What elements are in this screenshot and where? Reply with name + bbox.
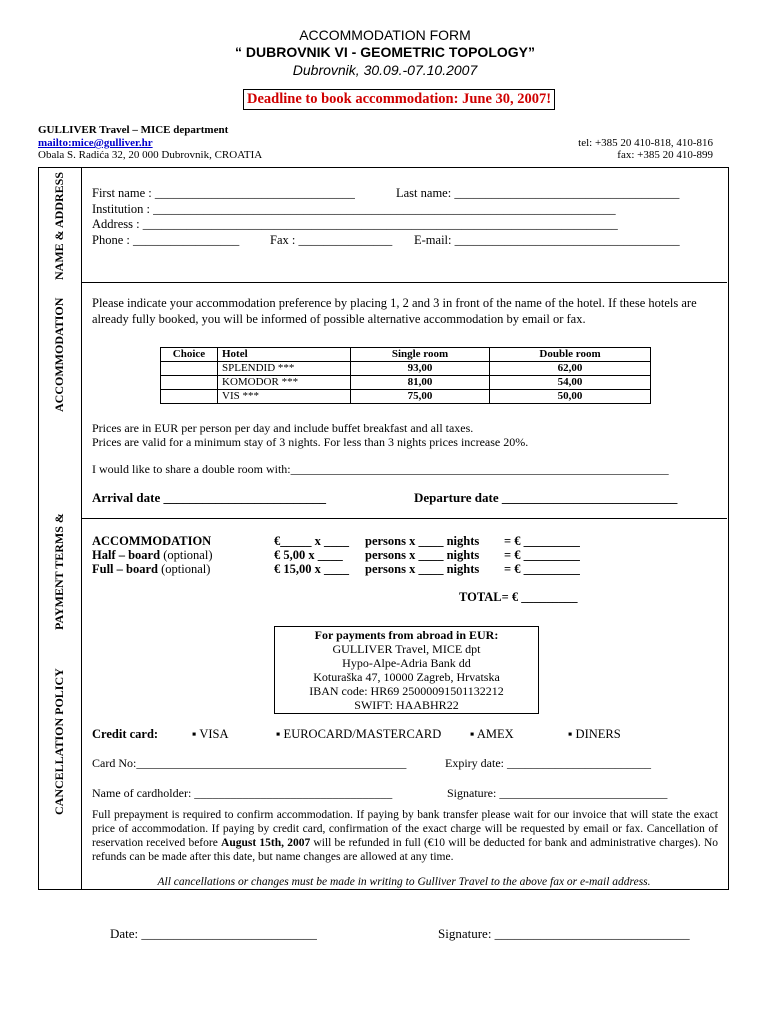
side-column-divider [81,167,82,890]
agency-tel: tel: +385 20 410-818, 410-816 [578,137,713,149]
last-name-field[interactable]: Last name: ____________________________________ [396,186,680,200]
card-number-field[interactable]: Card No:_____________________________________________ [92,756,407,770]
hotel-choice-input[interactable] [161,376,218,390]
prices-note-2: Prices are valid for a minimum stay of 3 nights. For less than 3 nights prices increase 20%. [92,435,529,449]
arrival-date-field[interactable]: Arrival date _________________________ [92,490,326,505]
departure-date-field[interactable]: Departure date ___________________________ [414,490,678,505]
policy-refund-date: August 15th, 2007 [221,837,311,849]
policy-writing-note: All cancellations or changes must be made in writing to Gulliver Travel to the above fax or e-mail address. [157,876,651,888]
payment-price[interactable]: € 5,00 x ____ [274,548,343,562]
prices-note-1: Prices are in EUR per person per day and include buffet breakfast and all taxes. [92,421,474,435]
agency-address: Obala S. Radića 32, 20 000 Dubrovnik, CROATIA [38,149,263,161]
policy-text: Full prepayment is required to confirm accommodation. If paying by bank transfer please wait for our invoice that will state the exact price of accommodation. If paying by credit card, confirmation of the exact charge will be requested by email or fax. Cancellation of reservation received before [92,809,718,849]
card-option-diners[interactable]: ▪ DINERS [568,727,621,741]
payment-total[interactable]: = € _________ [504,562,580,576]
table-row [161,376,651,390]
payment-total[interactable]: = € _________ [504,548,580,562]
hotel-choice-input[interactable] [161,390,218,404]
section-divider-2 [81,518,727,519]
bank-line: Koturaška 47, 10000 Zagreb, Hrvatska [313,670,500,684]
card-option-mastercard[interactable]: ▪ EUROCARD/MASTERCARD [276,727,442,741]
event-title: “ DUBROVNIK VI - GEOMETRIC TOPOLOGY” [235,44,535,60]
header-double-room: Double room [490,348,651,362]
form-frame [38,167,729,890]
hotel-name: VIS *** [218,390,351,404]
footer-date-field[interactable]: Date: ___________________________ [110,926,317,941]
event-place-date: Dubrovnik, 30.09.-07.10.2007 [292,62,478,78]
payment-persons[interactable]: persons x ____ nights [365,534,480,548]
address-field[interactable]: Address : ____________________________________________________________________________ [92,217,618,231]
cardholder-field[interactable]: Name of cardholder: _________________________________ [92,786,393,800]
share-room-field[interactable]: I would like to share a double room with:_______________________________________________________________ [92,462,669,476]
table-row [161,362,651,376]
form-title: ACCOMMODATION FORM [299,27,471,43]
phone-field[interactable]: Phone : _________________ [92,233,240,247]
email-field[interactable]: E-mail: ____________________________________ [414,233,680,247]
single-price: 93,00 [351,362,490,376]
side-label-payment-terms: PAYMENT TERMS & [52,513,66,630]
hotel-table [160,347,651,404]
card-option-amex[interactable]: ▪ AMEX [470,727,514,741]
header-hotel: Hotel [218,348,351,362]
cancellation-policy [92,808,718,864]
payment-persons[interactable]: persons x ____ nights [365,548,480,562]
agency-email-link[interactable]: mailto:mice@gulliver.hr [38,137,153,149]
side-label-name-address: NAME & ADDRESS [52,171,66,280]
bank-line: Hypo-Alpe-Adria Bank dd [342,656,471,670]
payment-optional: (optional) [161,562,211,576]
payment-persons[interactable]: persons x ____ nights [365,562,480,576]
side-label-accommodation: ACCOMMODATION [52,297,66,412]
policy-text: will be refunded in full (€10 will be deducted for bank and administrative charges). No refunds can be made after this date, but name changes are allowed at any time. [92,837,718,863]
agency-name: GULLIVER Travel – MICE department [38,124,229,136]
expiry-date-field[interactable]: Expiry date: ________________________ [445,756,651,770]
fax-field[interactable]: Fax : _______________ [270,233,393,247]
grand-total-field[interactable]: TOTAL= € _________ [459,590,578,604]
deadline-notice: Deadline to book accommodation: June 30, 2007! [243,89,555,110]
table-row [161,390,651,404]
payment-price[interactable]: € 15,00 x ____ [274,562,349,576]
single-price: 81,00 [351,376,490,390]
hotel-name: SPLENDID *** [218,362,351,376]
bank-line: GULLIVER Travel, MICE dpt [332,642,481,656]
payment-label: Half – board [92,548,161,562]
payment-price[interactable]: €_____ x ____ [274,534,349,548]
credit-card-label: Credit card: [92,727,159,741]
institution-field[interactable]: Institution : __________________________________________________________________________ [92,202,616,216]
hotel-table-header [161,348,651,362]
accommodation-intro: Please indicate your accommodation preference by placing 1, 2 and 3 in front of the name of the hotel. If these hotels are already fully booked, you will be informed of possible alternative accommodation by email or fax. [92,296,697,326]
payment-optional: (optional) [163,548,213,562]
first-name-field[interactable]: First name : ________________________________ [92,186,355,200]
double-price: 50,00 [490,390,651,404]
agency-fax: fax: +385 20 410-899 [617,149,713,161]
section-divider-1 [81,282,727,283]
card-option-visa[interactable]: ▪ VISA [192,727,229,741]
double-price: 62,00 [490,362,651,376]
payment-label: Full – board [92,562,158,576]
hotel-choice-input[interactable] [161,362,218,376]
header-choice: Choice [161,348,218,362]
side-label-cancellation: CANCELLATION POLICY [52,668,66,815]
double-price: 54,00 [490,376,651,390]
footer-signature-field[interactable]: Signature: ______________________________ [438,926,690,941]
payment-label: ACCOMMODATION [92,534,212,548]
bank-details-box [274,626,539,714]
card-signature-field[interactable]: Signature: ____________________________ [447,786,668,800]
hotel-name: KOMODOR *** [218,376,351,390]
bank-line: SWIFT: HAABHR22 [354,698,459,712]
header-single-room: Single room [351,348,490,362]
bank-line: IBAN code: HR69 25000091501132212 [309,684,504,698]
bank-title: For payments from abroad in EUR: [314,628,499,642]
payment-total[interactable]: = € _________ [504,534,580,548]
single-price: 75,00 [351,390,490,404]
